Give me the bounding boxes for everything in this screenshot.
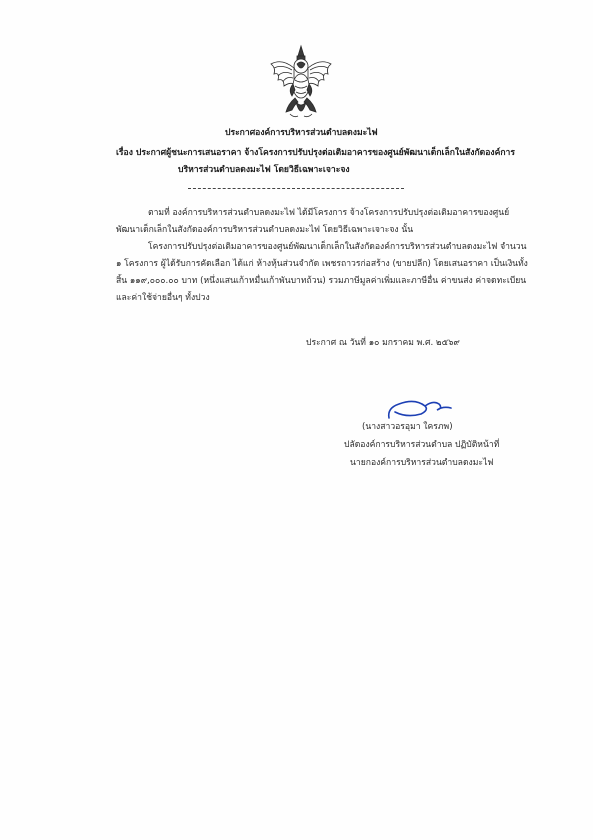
divider <box>188 188 404 189</box>
announcement-date: ประกาศ ณ วันที่ ๑๐ มกราคม พ.ศ. ๒๕๖๙ <box>306 338 460 348</box>
paragraph-1-line-2: พัฒนาเด็กเล็กในสังกัดองค์การบริหารส่วนตำบลดงมะไฟ โดยวิธีเฉพาะเจาะจง นั้น <box>116 225 414 235</box>
paragraph-2-line-2: ๑ โครงการ ผู้ได้รับการคัดเลือก ได้แก่ ห้างหุ้นส่วนจำกัด เพชรถาวรก่อสร้าง (ขายปลีก) โดยเสนอราคา เป็นเงินทั้ง <box>116 259 528 269</box>
signer-name: (นางสาวอรอุมา ใครภพ) <box>362 422 453 432</box>
paragraph-1-line-1: ตามที่ องค์การบริหารส่วนตำบลดงมะไฟ ได้มีโครงการ จ้างโครงการปรับปรุงต่อเติมอาคารของศูนย์ <box>148 208 510 218</box>
signature-image <box>385 396 455 422</box>
garuda-emblem-icon <box>268 44 334 122</box>
paragraph-2-line-4: และค่าใช้จ่ายอื่นๆ ทั้งปวง <box>116 293 210 303</box>
document-title: ประกาศองค์การบริหารส่วนตำบลดงมะไฟ <box>225 128 378 138</box>
subject-line-1: เรื่อง ประกาศผู้ชนะการเสนอราคา จ้างโครงการปรับปรุงต่อเติมอาคารของศูนย์พัฒนาเด็กเล็กในสังกัดองค์การ <box>116 148 515 158</box>
paragraph-2-line-3: สิ้น ๑๑๙,๐๐๐.๐๐ บาท (หนึ่งแสนเก้าหมื่นเก้าพันบาทถ้วน) รวมภาษีมูลค่าเพิ่มและภาษีอื่น ค่าขนส่ง ค่าจดทะเบียน <box>116 276 527 286</box>
paragraph-2-line-1: โครงการปรับปรุงต่อเติมอาคารของศูนย์พัฒนาเด็กเล็กในสังกัดองค์การบริหารส่วนตำบลดงมะไฟ จำนวน <box>148 242 527 252</box>
subject-line-2: บริหารส่วนตำบลดงมะไฟ โดยวิธีเฉพาะเจาะจง <box>178 165 350 175</box>
signer-position-1: ปลัดองค์การบริหารส่วนตำบล ปฏิบัติหน้าที่ <box>344 440 500 450</box>
signer-position-2: นายกองค์การบริหารส่วนตำบลดงมะไฟ <box>350 458 494 468</box>
